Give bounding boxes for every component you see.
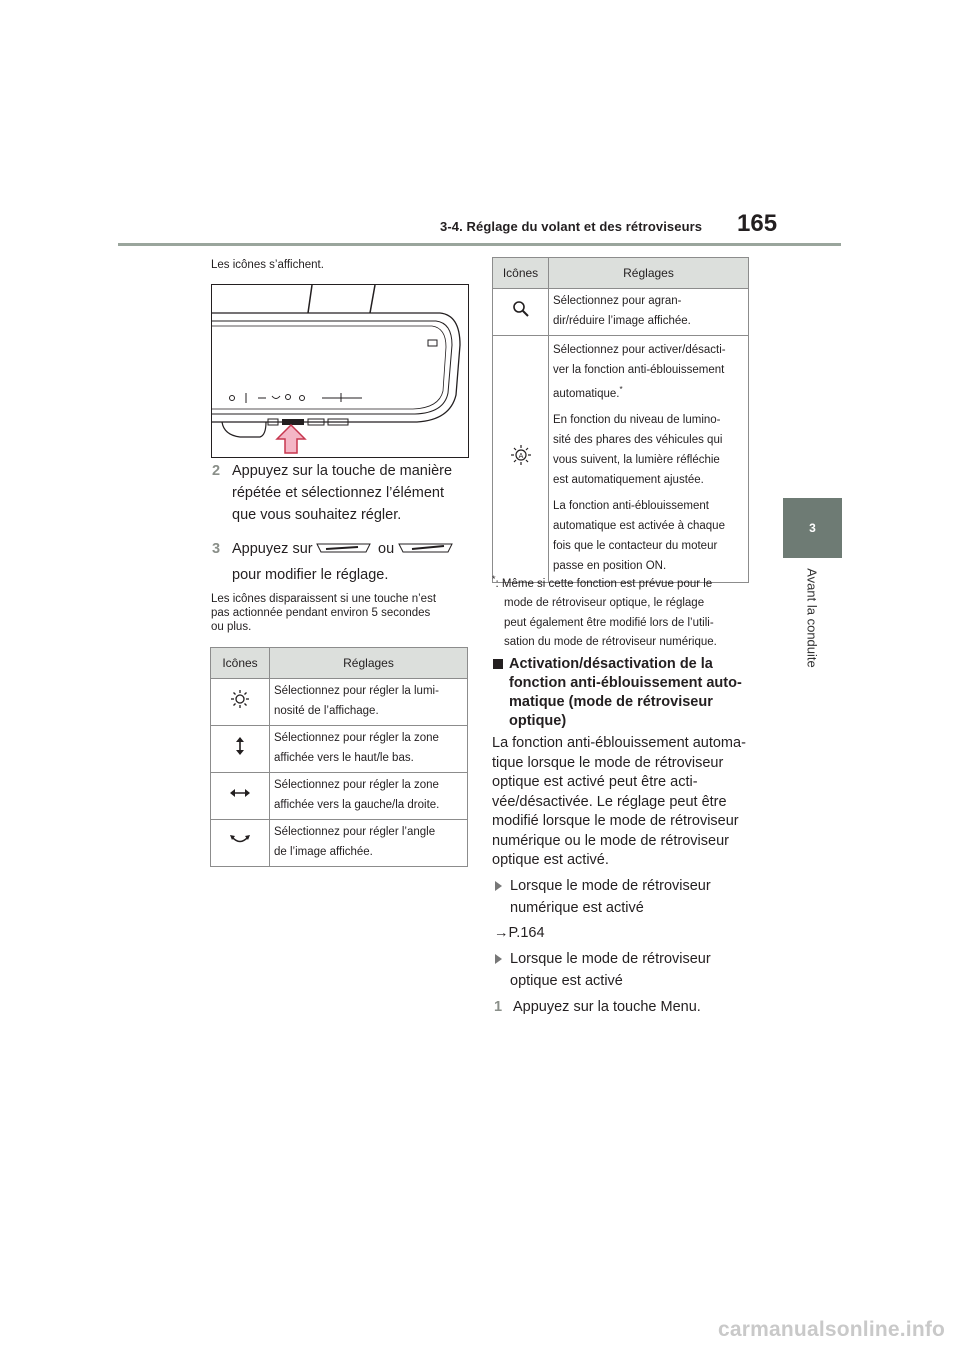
setting-line: dir/réduire l’image affichée. <box>553 315 691 327</box>
header-rule <box>118 243 841 246</box>
page-reference-link[interactable]: →P.164 <box>494 925 545 941</box>
brightness-icon <box>211 679 270 726</box>
footnote-line: peut également être modifié lors de l’utili- <box>504 616 714 629</box>
setting-line: vous suivent, la lumière réfléchie <box>553 453 720 466</box>
bullet-line: Lorsque le mode de rétroviseur <box>510 951 711 967</box>
section-square-icon <box>493 659 503 669</box>
table-row <box>211 679 468 726</box>
footnote-line: sation du mode de rétroviseur numérique. <box>504 636 717 649</box>
step-1 <box>494 996 502 1018</box>
note-line: pas actionnée pendant environ 5 secondes <box>211 607 431 619</box>
table-row <box>493 289 749 336</box>
footnote <box>492 570 752 653</box>
setting-line: La fonction anti-éblouissement <box>553 499 709 512</box>
page-number: 165 <box>737 210 778 237</box>
note-line: Les icônes disparaissent si une touche n’est <box>211 593 437 605</box>
paragraph <box>492 734 762 871</box>
setting-line: affichée vers la gauche/la droite. <box>274 799 440 811</box>
press-arrow-icon <box>277 425 305 453</box>
heading-line: fonction anti-éblouissement auto- <box>509 675 742 691</box>
icons-table-right <box>492 257 749 583</box>
footnote-mark: * <box>619 385 623 394</box>
chapter-number: 3 <box>809 521 816 535</box>
step-2-line: répétée et sélectionnez l’élément <box>232 485 444 501</box>
vertical-arrows-icon <box>211 726 270 773</box>
setting-line: affichée vers le haut/le bas. <box>274 752 414 764</box>
table-row <box>211 820 468 867</box>
bullet-item <box>510 875 760 919</box>
svg-text:A: A <box>518 453 523 461</box>
heading-line: matique (mode de rétroviseur <box>509 694 713 710</box>
paragraph-line: optique est activé. <box>492 852 609 868</box>
setting-line: Sélectionnez pour régler l’angle <box>274 826 436 838</box>
section-heading <box>509 655 759 731</box>
left-switch-icon <box>316 541 372 555</box>
step-1-text: Appuyez sur la touche Menu. <box>513 999 701 1015</box>
mirror-drawing <box>212 285 468 457</box>
col-header-settings: Réglages <box>270 648 468 679</box>
chapter-label-text: Avant la conduite <box>804 568 820 668</box>
setting-line: automatique. <box>553 387 620 400</box>
setting-line: nosité de l’affichage. <box>274 705 379 717</box>
bullet-item <box>510 948 760 992</box>
setting-line: Sélectionnez pour régler la zone <box>274 779 439 791</box>
step-3 <box>212 538 220 560</box>
setting-line: de l’image affichée. <box>274 846 373 858</box>
paragraph-line: modifié lorsque le mode de rétroviseur <box>492 813 739 829</box>
magnifier-icon <box>493 289 549 336</box>
paragraph-line: numérique ou le mode de rétroviseur <box>492 832 729 849</box>
step-3-suffix: pour modifier le réglage. <box>232 567 389 583</box>
step-2-number: 2 <box>212 463 221 479</box>
step-3-prefix: Appuyez sur <box>232 541 313 557</box>
bullet-triangle-icon <box>495 954 502 964</box>
section-title: 3-4. Réglage du volant et des rétroviseurs <box>440 219 703 234</box>
setting-line: ver la fonction anti-éblouissement <box>553 364 725 376</box>
step-2 <box>212 460 220 482</box>
setting-line: Sélectionnez pour régler la zone <box>274 732 439 744</box>
table-row <box>493 336 749 583</box>
bullet-line: numérique est activé <box>510 900 644 916</box>
step-3-or: ou <box>378 541 395 557</box>
paragraph-line: tique lorsque le mode de rétroviseur <box>492 754 724 771</box>
step-3-text <box>232 538 472 586</box>
setting-line: Sélectionnez pour agran- <box>553 295 682 307</box>
bullet-line: Lorsque le mode de rétroviseur <box>510 878 711 894</box>
angle-icon <box>211 820 270 867</box>
table-row <box>211 773 468 820</box>
auto-dimming-icon <box>493 336 549 583</box>
chapter-tab <box>783 498 842 558</box>
step-2-line: que vous souhaitez régler. <box>232 507 402 523</box>
note-text <box>211 592 471 634</box>
horizontal-arrows-icon <box>211 773 270 820</box>
setting-line: automatique est activée à chaque <box>553 519 725 532</box>
setting-line: En fonction du niveau de lumino- <box>553 413 721 426</box>
col-header-settings: Réglages <box>549 258 749 289</box>
setting-line: passe en position ON. <box>553 559 667 572</box>
paragraph-line: optique est activé peut être acti- <box>492 774 698 790</box>
right-switch-icon <box>398 541 454 555</box>
col-header-icons: Icônes <box>211 648 270 679</box>
note-line: ou plus. <box>211 621 252 633</box>
chapter-label <box>772 558 852 678</box>
paragraph-line: La fonction anti-éblouissement automa- <box>492 735 746 751</box>
mirror-icon-row <box>230 393 363 403</box>
footnote-line: mode de rétroviseur optique, le réglage <box>504 597 705 610</box>
col-header-icons: Icônes <box>493 258 549 289</box>
setting-line: Sélectionnez pour régler la lumi- <box>274 685 439 697</box>
watermark: carmanualsonline.info <box>718 1318 946 1341</box>
setting-line: fois que le contacteur du moteur <box>553 539 718 552</box>
step-2-text <box>232 460 472 526</box>
heading-line: optique) <box>509 713 567 729</box>
heading-line: Activation/désactivation de la <box>509 656 713 672</box>
step-1-number: 1 <box>494 999 503 1015</box>
footnote-line: : Même si cette fonction est prévue pour le <box>495 577 713 590</box>
setting-line: sité des phares des véhicules qui <box>553 433 723 446</box>
bullet-line: optique est activé <box>510 973 623 989</box>
bullet-triangle-icon <box>495 881 502 891</box>
mirror-illustration <box>211 284 469 458</box>
icons-table-left <box>210 647 468 867</box>
paragraph-line: vée/désactivée. Le réglage peut être <box>492 793 727 810</box>
table-row <box>211 726 468 773</box>
intro-text: Les icônes s’affichent. <box>211 259 324 271</box>
setting-line: Sélectionnez pour activer/désacti- <box>553 344 726 356</box>
step-2-line: Appuyez sur la touche de manière <box>232 463 453 479</box>
footnote-mark: * <box>492 574 496 584</box>
step-3-number: 3 <box>212 541 221 557</box>
setting-line: est automatiquement ajustée. <box>553 473 704 486</box>
